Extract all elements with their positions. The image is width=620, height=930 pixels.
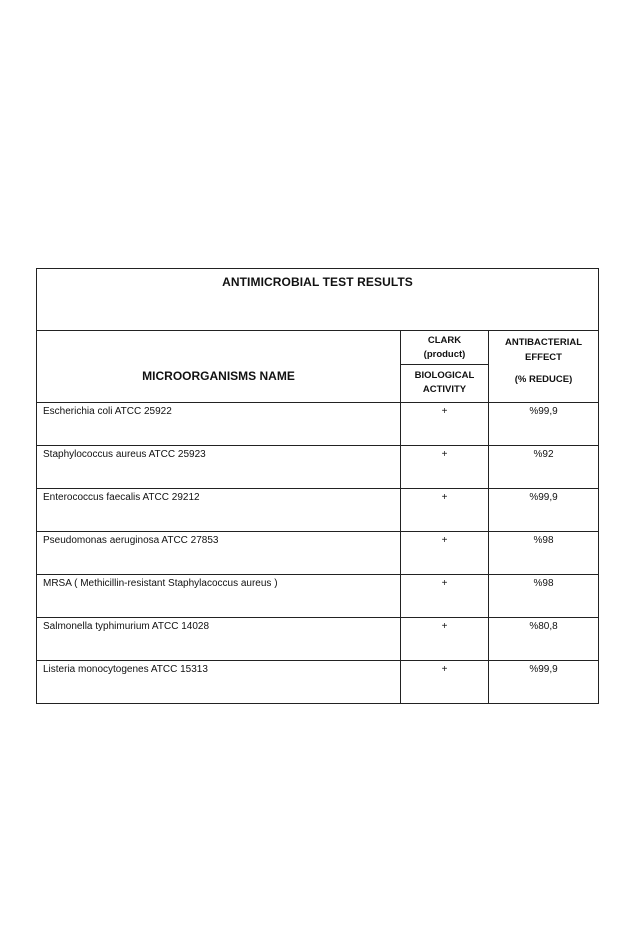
activity-header-label-1: BIOLOGICAL: [414, 370, 475, 382]
table-row: [37, 617, 599, 660]
table-row: [37, 402, 599, 445]
table-row: [37, 488, 599, 531]
table-row: [37, 531, 599, 574]
table-title: ANTIMICROBIAL TEST RESULTS: [37, 269, 599, 331]
title-row: [37, 269, 599, 331]
effect-header-cell: [489, 331, 599, 403]
activity-value: +: [401, 660, 489, 703]
effect-value: %98: [489, 574, 599, 617]
effect-header-label-3: (% REDUCE): [514, 374, 573, 385]
header-blank-cell: [37, 331, 401, 365]
effect-value: %99,9: [489, 660, 599, 703]
table-row: [37, 445, 599, 488]
activity-value: +: [401, 617, 489, 660]
activity-value: +: [401, 402, 489, 445]
activity-value: +: [401, 531, 489, 574]
effect-header-label-1: ANTIBACTERIAL: [504, 337, 583, 348]
microorganism-name: Pseudomonas aeruginosa ATCC 27853: [37, 531, 401, 574]
microorganism-name: Staphylococcus aureus ATCC 25923: [37, 445, 401, 488]
microorganism-name: Enterococcus faecalis ATCC 29212: [37, 488, 401, 531]
name-column-header: MICROORGANISMS NAME: [37, 365, 401, 403]
effect-value: %92: [489, 445, 599, 488]
table-row: [37, 660, 599, 703]
microorganism-name: Listeria monocytogenes ATCC 15313: [37, 660, 401, 703]
effect-value: %80,8: [489, 617, 599, 660]
effect-value: %99,9: [489, 488, 599, 531]
activity-value: +: [401, 488, 489, 531]
effect-value: %98: [489, 531, 599, 574]
product-header-cell: [401, 331, 489, 365]
activity-header-cell: [401, 365, 489, 403]
header-row-top: [37, 331, 599, 365]
activity-value: +: [401, 445, 489, 488]
product-name-label: CLARK: [427, 334, 462, 346]
microorganism-name: Escherichia coli ATCC 25922: [37, 402, 401, 445]
activity-header-label-2: ACTIVITY: [422, 384, 467, 396]
results-document: [36, 268, 598, 675]
microorganism-name: MRSA ( Methicillin-resistant Staphylacoccus aureus ): [37, 574, 401, 617]
activity-value: +: [401, 574, 489, 617]
effect-header-label-2: EFFECT: [525, 352, 562, 363]
product-sub-label: (product): [423, 348, 466, 360]
results-table: [36, 268, 599, 704]
effect-value: %99,9: [489, 402, 599, 445]
table-row: [37, 574, 599, 617]
microorganism-name: Salmonella typhimurium ATCC 14028: [37, 617, 401, 660]
